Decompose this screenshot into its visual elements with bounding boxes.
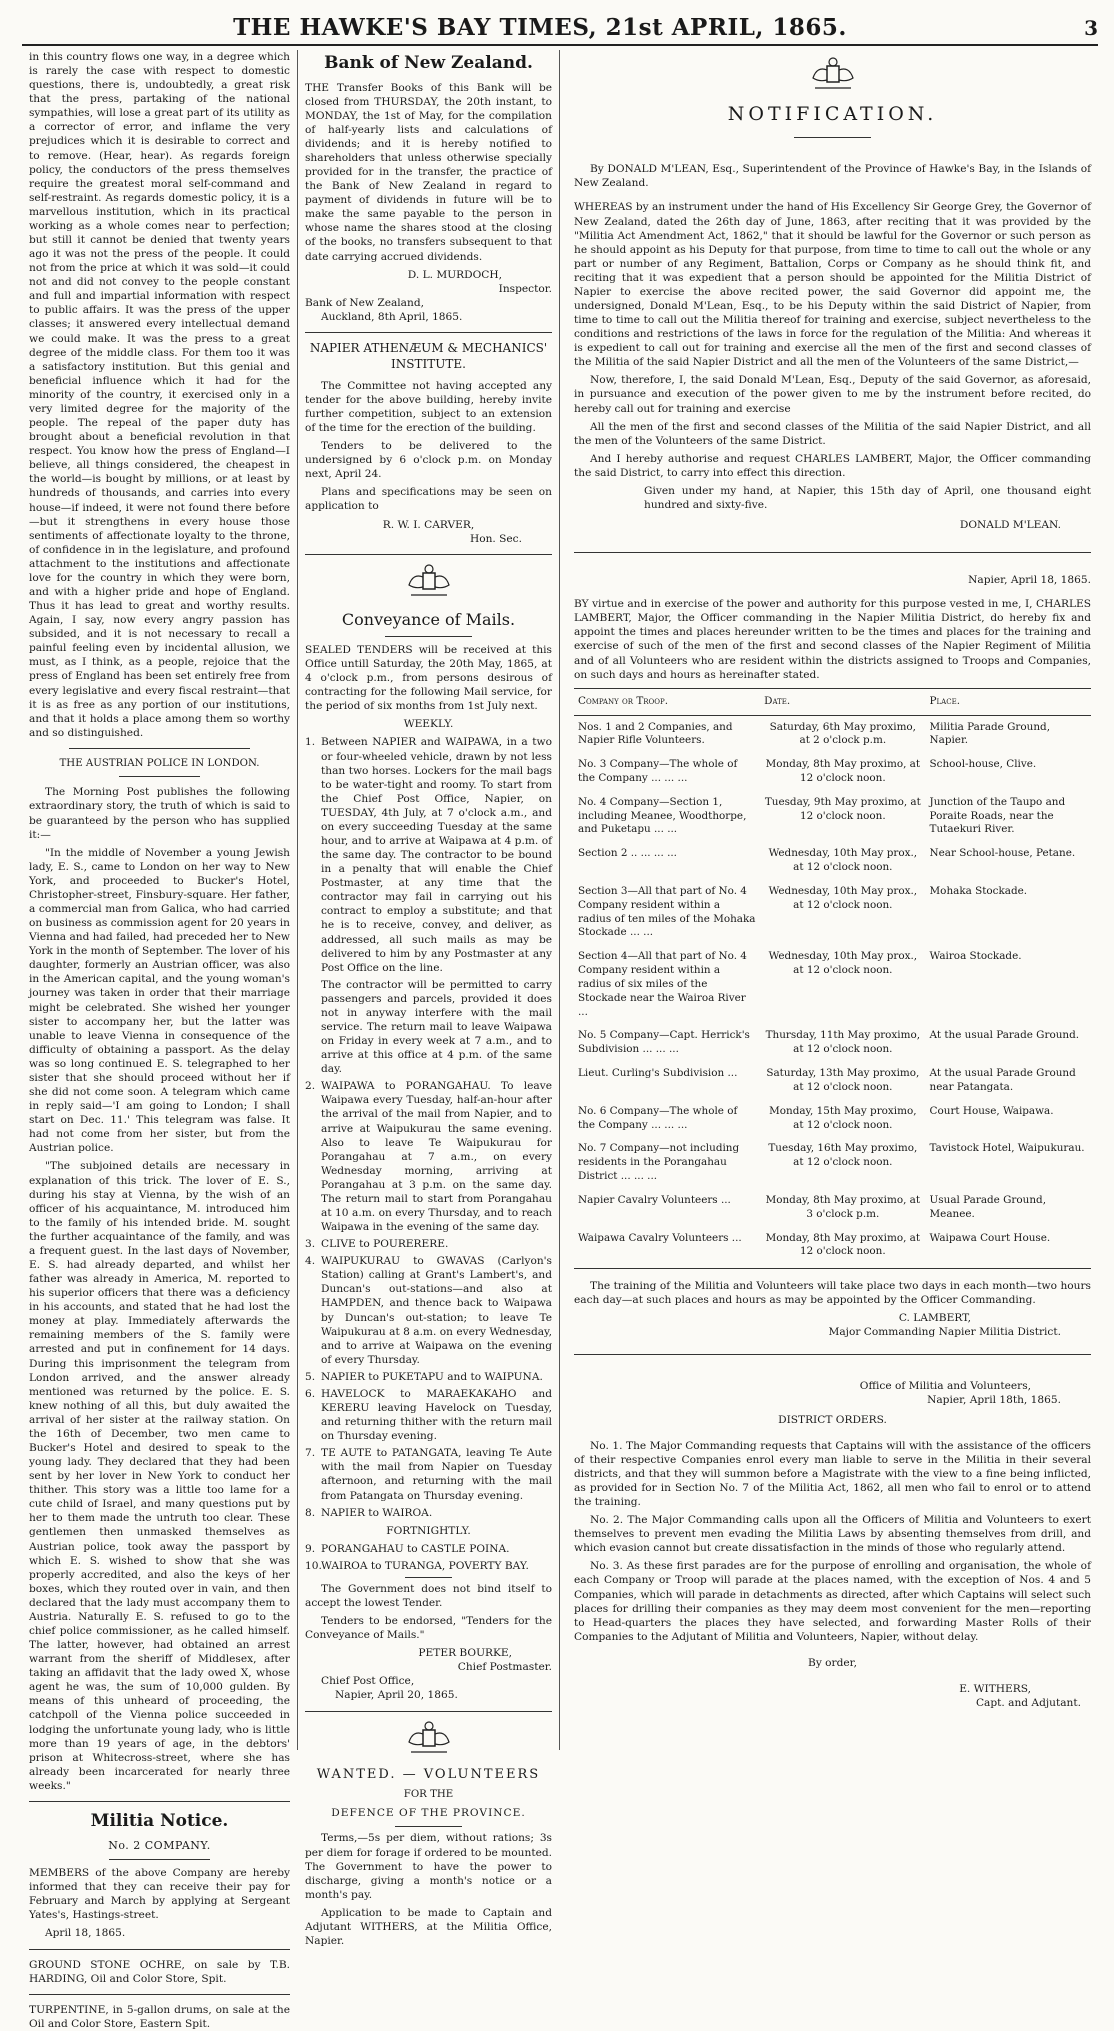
cell-place: Tavistock Hotel, Waipukurau. [929, 1142, 1085, 1155]
list-item-text: WAIPUKURAU to GWAVAS (Carlyon's Station) calling at Grant's Lambert's, and Duncan's out-stations—and also at HAMPDEN, and thence back to Waipawa by Duncan's out-station; to leave Te Waipukurau at 8 a.m. on every Wednesday, and to arrive at Waipawa on the evening of every Thursday. [321, 1255, 552, 1366]
district-order-2: No. 2. The Major Commanding calls upon all the Officers of Militia and Volunteers to exert themselves to prevent men evading the Militia Laws by absenting themselves from drill, and which evasion cannot but create dissatisfaction in the minds of those who regularly attend. [574, 1514, 1091, 1555]
wanted-for: FOR THE [403, 1788, 454, 1800]
list-item [305, 1079, 552, 1234]
cell-place: Usual Parade Ground, Meanee. [929, 1193, 1046, 1220]
page-number: 3 [1084, 16, 1098, 40]
list-item [305, 1370, 552, 1384]
training-note: The training of the Militia and Volunteers will take place two days in each month—two hours each day—at such places and hours as may be appointed by the Officer Commanding. [574, 1280, 1091, 1307]
divider [574, 1354, 1091, 1355]
list-item-number: 8. [305, 1506, 316, 1519]
press-article-text: in this country flows one way, in a degree which is rarely the case with respect to domestic questions, there is, undoubtedly, a great risk that the press, partaking of the national sympathies, will lose a great part of its utility as a corrector of error, and inflame the very prejudices which it is desirable to correct and to remove. (Hear, hear). As regards foreign policy, the conductors of the press themselves require the greatest moral self-command and self-restraint. As regards domestic policy, it is a marvellous institution, which in its practical working as a whole comes near to perfection; but still it cannot be denied that twenty years ago it was not the press of the people. It could not from the price at which it was sold—it could not and did not convey to the people constant and full and impartial information with respect to public affairs. It was the press of the upper classes; it answered every intellectual demand we could make. It was the press to a great degree of the middle class. For them too it was a satisfactory institution. But this genial and beneficial influence which it had for the minority of the country, it exercised only in a very limited degree for the majority of the people. The repeal of the paper duty has brought about a beneficial revolution in that respect. You know how the press of England—I believe, all things considered, the cheapest in the world—is bought by millions, or at least by hundreds of thousands, and carries into every house—if indeed, it were not found there before—but it strengthens in every house those sentiments of affectionate loyalty to the throne, of confidence in in the legislature, and profound attachment to the institutions and affectionate love for the country in which they were born, and with a higher pride and hope of England. Thus it has lead to great and worthy results. Again, I say, now every angry passion has subsided, and it is not necessary to recall a painful feeling even by incidental allusion, we must, as I think, as a people, rejoice that the press of England has been set entirely free from every legislative and every fiscal restraint—that it is as free as any portion of our institutions, and that it holds a place among them so worthy and so distinguished. [29, 51, 290, 739]
office-line: Office of Militia and Volunteers, [859, 1379, 1031, 1392]
list-item-number: 1. [305, 736, 316, 749]
list-item-number: 7. [305, 1447, 316, 1460]
austrian-paragraph: "The subjoined details are necessary in explanation of this trick. The lover of E. S., during his stay at Vienna, by the wish of an officer of his acquaintance, M. introduced him to the family of his intended bride. M. sought the further acquaintance of the family, and was a frequent guest. In the last days of November, E. S. had already departed, and whilst her father was already in America, M. reported to his superior officers that there was a deficiency in his accounts, and stated that he had lost the money at play. Immediately afterwards the remaining members of the S. family were arrested and put in confinement for 14 days. During this imprisonment the telegram from London arrived, and the answer already mentioned was returned by the police. E. S. knew nothing of all this, but duly awaited the arrival of her sister at the railway station. On the 16th of December, two men came to Bucker's Hotel and desired to speak to the young lady. They declared that they had been sent by her lover in New York to conduct her thither. This story was a little too lame for a cute child of Israel, and many questions put by her to them made the untruth too clear. These gentlemen then unmasked themselves as Austrian police, took away the passport by which E. S. wished to show that she was properly accredited, and also the keys of her boxes, which they routed over in vain, and then declared that the lady must accompany them to Austria. Naturally E. S. refused to go to the chief police commissioner, as he called himself. The latter, however, had obtained an arrest warrant from the sheriff of Middlesex, after taking an affidavit that the lady owed X, whose agent he was, the sum of 10,000 gulden. By means of this unheard of proceeding, the catchpoll of the Vienna police succeeded in lodging the unfortunate young lady, who is little more than 19 years of age, in the debtors' prison at Whitecross-street, where she has already been incarcerated for nearly three weeks." [29, 1160, 290, 1792]
cell-company: Section 4—All that part of No. 4 Company resident within a radius of six miles of the Stockade near the Wairoa River ... [578, 950, 747, 1018]
mails-endorse-note: Tenders to be endorsed, "Tenders for the Conveyance of Mails." [305, 1615, 552, 1642]
divider [794, 137, 871, 138]
bank-date: Auckland, 8th April, 1865. [321, 310, 463, 323]
table-row [574, 1227, 1091, 1265]
cell-date: Saturday, 13th May proximo, at 12 o'clock noon. [766, 1067, 920, 1093]
athenaeum-text: Plans and specifications may be seen on application to [305, 486, 552, 513]
column-2 [298, 50, 560, 1947]
athenaeum-signature-role: Hon. Sec. [469, 532, 522, 545]
athenaeum-heading: NAPIER ATHENÆUM & MECHANICS' INSTITUTE. [309, 340, 548, 371]
cell-date: Tuesday, 16th May proximo, at 12 o'clock noon. [768, 1142, 918, 1169]
list-item-number: 10. [305, 1559, 322, 1572]
fortnightly-items-list [305, 1542, 552, 1573]
mails-signature-role: Chief Postmaster. [457, 1661, 552, 1674]
cell-company: No. 3 Company—The whole of the Company ... ... ... [578, 758, 738, 784]
training-schedule-table [574, 688, 1091, 1265]
cell-date: Monday, 8th May proximo, at 12 o'clock noon. [765, 1231, 921, 1258]
cell-company: Napier Cavalry Volunteers ... [578, 1193, 731, 1206]
list-item-number: 9. [305, 1542, 316, 1555]
withers-signature: E. WITHERS, [959, 1682, 1031, 1695]
list-item-text: TE AUTE to PATANGATA, leaving Te Aute with the mail from Napier on Tuesday afternoon, and returning with the mail from Patangata on Thursday evening. [321, 1447, 552, 1502]
austrian-police-heading: THE AUSTRIAN POLICE IN LONDON. [59, 757, 260, 769]
column-1 [22, 50, 298, 2030]
divider [109, 1859, 210, 1860]
cell-company: No. 4 Company—Section 1, including Meanee, Woodthorpe, and Puketapu ... ... [578, 795, 747, 836]
list-item-text: WAIROA to TURANGA, POVERTY BAY. [321, 1559, 529, 1572]
list-item-number: 4. [305, 1255, 316, 1268]
given-paragraph: Given under my hand, at Napier, this 15th day of April, one thousand eight hundred and sixty-five. [644, 484, 1091, 511]
athenaeum-text: The Committee not having accepted any tender for the above building, hereby invite further competition, subject to an extension of the time for the erection of the building. [305, 379, 552, 435]
royal-crest-icon [574, 56, 1091, 96]
office-date: Napier, April 18th, 1865. [927, 1393, 1061, 1406]
cell-date: Monday, 8th May proximo, at 3 o'clock p.m. [765, 1193, 921, 1220]
divider [305, 554, 552, 555]
list-item-text: WAIPAWA to PORANGAHAU. To leave Waipawa every Tuesday, half-an-hour after the arrival of the mail from Napier, and to arrive at Waipukurau the same evening. Also to leave Te Waipukurau for Porangahau at 7 a.m., on every Wednesday morning, arriving at Porangahau at 3 p.m. on the same day. The return mail to start from Porangahau at 10 a.m. on every Thursday, and to reach Waipawa in the evening of the same day. [321, 1080, 552, 1234]
cell-date: Monday, 8th May proximo, at 12 o'clock noon. [765, 758, 921, 784]
militia-notice-heading: Militia Notice. [90, 1810, 229, 1831]
mails-government-note: The Government does not bind itself to accept the lowest Tender. [305, 1582, 552, 1609]
cell-place: Court House, Waipawa. [929, 1104, 1054, 1117]
ochre-advert: GROUND STONE OCHRE, on sale by T.B. HARDING, Oil and Color Store, Spit. [29, 1958, 290, 1985]
cell-company: Waipawa Cavalry Volunteers ... [578, 1231, 742, 1244]
bank-signature-role: Inspector. [498, 282, 552, 295]
list-item-text: CLIVE to POURERERE. [321, 1238, 449, 1251]
list-item [305, 1559, 552, 1573]
table-header-row [574, 688, 1091, 715]
list-item-number: 6. [305, 1387, 316, 1400]
mails-intro: SEALED TENDERS will be received at this Office untill Saturday, the 20th May, 1865, at 4 o'clock p.m., from persons desirous of contracting for the following Mail service, for the period of six months from 1st July next. [305, 643, 552, 713]
list-item-text: HAVELOCK to MARAEKAKAHO and KERERU leaving Havelock on Tuesday, and returning thither with the return mail on Thursday evening. [321, 1387, 552, 1443]
table-row [574, 1024, 1091, 1062]
list-item [305, 1542, 552, 1556]
lambert-role: Major Commanding Napier Militia District. [828, 1326, 1061, 1339]
district-order-1: No. 1. The Major Commanding requests that Captains will with the assistance of the officers of their respective Companies enrol every man liable to serve in the Militia in their several districts, and that they will summon before a Magistrate with the view to a fine being inflicted, as provided for in Section No. 7 of the Militia Act, 1862, all men who fail to enrol or to attend the training. [574, 1439, 1091, 1509]
table-row [574, 715, 1091, 753]
table-row [574, 1100, 1091, 1138]
list-item-text: NAPIER to WAIROA. [321, 1506, 433, 1519]
list-item-number: 5. [305, 1370, 316, 1383]
napier-date: Napier, April 18, 1865. [968, 574, 1091, 587]
table-row [574, 791, 1091, 842]
all-the-men-paragraph: All the men of the first and second classes of the Militia of the said Napier District, and all the men of the Volunteers of the same District. [574, 420, 1091, 447]
mails-date: Napier, April 20, 1865. [335, 1689, 458, 1702]
cell-place: Near School-house, Petane. [929, 847, 1076, 860]
district-order-3: No. 3. As these first parades are for the purpose of enrolling and organisation, the whole of each Company or Troop will parade at the places named, with the exception of Nos. 4 and 5 Companies, which will parade in detachments as directed, after which Captains will select such places for drilling their companies as they may deem most convenient for the men—reporting to Head-quarters the places they have selected, and forwarding Master Rolls of their Companies to the Adjutant of Militia and Volunteers, Napier, without delay. [574, 1560, 1091, 1643]
withers-role: Capt. and Adjutant. [975, 1696, 1081, 1709]
wanted-apply: Application to be made to Captain and Adjutant WITHERS, at the Militia Office, Napier. [305, 1906, 552, 1947]
athenaeum-text: Tenders to be delivered to the undersigned by 6 o'clock p.m. on Monday next, April 24. [305, 440, 552, 481]
cell-place: Wairoa Stockade. [929, 950, 1022, 963]
royal-crest-icon [305, 563, 552, 603]
cell-company: No. 6 Company—The whole of the Company ... ... ... [578, 1104, 738, 1131]
divider [574, 552, 1091, 553]
table-row [574, 1062, 1091, 1100]
cell-place: Militia Parade Ground, Napier. [929, 720, 1050, 747]
table-row [574, 880, 1091, 945]
list-item-number: 3. [305, 1238, 316, 1251]
column-header-place: Place. [926, 688, 1091, 715]
militia-company-subheading: No. 2 COMPANY. [108, 1838, 211, 1852]
bank-signature: D. L. MURDOCH, [407, 268, 502, 281]
masthead-title: THE HAWKE'S BAY TIMES, 21st APRIL, 1865. [233, 14, 847, 41]
list-item [305, 1237, 552, 1251]
list-item-text: PORANGAHAU to CASTLE POINA. [321, 1542, 510, 1555]
masthead [22, 14, 1098, 46]
divider [29, 1801, 290, 1802]
list-item [305, 1387, 552, 1443]
bank-notice-text: THE Transfer Books of this Bank will be closed from THURSDAY, the 20th instant, to MONDAY, the 1st of May, for the compilation of half-yearly lists and calculations of dividends; and it is hereby notified to shareholders that unless otherwise specially provided for in the transfer, the practice of the Bank of New Zealand in regard to payment of dividends in future will be to make the same payable to the person in whose name the shares stood at the closing of the books, no transfers subsequent to that date carrying accrued dividends. [305, 81, 552, 263]
fortnightly-heading: FORTNIGHTLY. [386, 1524, 471, 1537]
bank-place: Bank of New Zealand, [305, 296, 424, 309]
mails-signature: PETER BOURKE, [418, 1647, 512, 1660]
column-header-date: Date. [760, 688, 925, 715]
bank-heading: Bank of New Zealand. [324, 53, 533, 73]
list-item-text: The contractor will be permitted to carry passengers and parcels, provided it does not in anyway interfere with the mail service. The return mail to leave Waipawa on Friday in every week at 7 a.m., and to arrive at this office at 4 p.m. of the same day. [321, 978, 552, 1076]
table-row [574, 753, 1091, 791]
cell-place: Waipawa Court House. [929, 1231, 1051, 1244]
list-item-number: 2. [305, 1080, 316, 1093]
divider [385, 636, 472, 637]
divider [29, 1949, 290, 1950]
royal-crest-icon [305, 1720, 552, 1760]
cell-company: Section 3—All that part of No. 4 Company resident within a radius of ten miles of the Mohaka Stockade ... ... [578, 884, 756, 939]
cell-date: Tuesday, 9th May proximo, at 12 o'clock noon. [764, 795, 921, 822]
list-item [305, 1446, 552, 1502]
militia-notice-text: MEMBERS of the above Company are hereby informed that they can receive their pay for February and March by applying at Sergeant Yates's, Hastings-street. [29, 1867, 290, 1922]
militia-notice-date: April 18, 1865. [45, 1927, 126, 1940]
mails-place: Chief Post Office, [321, 1675, 415, 1688]
austrian-paragraph: The Morning Post publishes the following extraordinary story, the truth of which is said to be guaranteed by the person who has supplied it:— [29, 786, 290, 841]
divider [395, 1826, 462, 1827]
cell-date: Wednesday, 10th May prox., at 12 o'clock noon. [768, 847, 918, 874]
athenaeum-signature: R. W. I. CARVER, [382, 518, 475, 531]
divider [405, 1577, 452, 1578]
table-row [574, 1137, 1091, 1188]
cell-date: Saturday, 6th May proximo, at 2 o'clock p.m. [769, 720, 916, 747]
list-item [305, 735, 552, 974]
divider [69, 748, 250, 749]
and-i-paragraph: And I hereby authorise and request CHARLES LAMBERT, Major, the Officer commanding the said District, to carry into effect this direction. [574, 452, 1091, 479]
cell-company: Lieut. Curling's Subdivision ... [578, 1067, 738, 1080]
cell-place: Junction of the Taupo and Poraite Roads, near the Tutaekuri River. [929, 795, 1066, 836]
wanted-defence: DEFENCE OF THE PROVINCE. [331, 1807, 526, 1820]
divider [29, 1994, 290, 1995]
cell-company: Section 2 .. ... ... ... [578, 847, 677, 860]
mail-items-list [305, 735, 552, 1519]
mails-heading: Conveyance of Mails. [341, 609, 516, 629]
by-virtue-paragraph: BY virtue and in exercise of the power and authority for this purpose vested in me, I, CHARLES LAMBERT, Major, the Officer commanding in the Napier Militia District, do hereby fix and appoint the times and places hereunder written to be the times and places for the training and exercise of such of the men of the first and second classes of the Napier Regiment of Militia and of all Volunteers who are resident within the districts assigned to Troops and Companies, on such days and hours as hereinafter stated. [574, 598, 1091, 681]
column-header-company: Company or Troop. [574, 688, 760, 715]
cell-place: At the usual Parade Ground. [929, 1029, 1080, 1042]
list-item-number [305, 978, 321, 1077]
now-therefore-paragraph: Now, therefore, I, the said Donald M'Lean, Esq., Deputy of the said Governor, as aforesaid, in pursuance and execution of the power given to me by the instrument before recited, do hereby call out for training and exercise [574, 374, 1091, 415]
table-row [574, 945, 1091, 1024]
cell-date: Monday, 15th May proximo, at 12 o'clock noon. [769, 1104, 917, 1131]
list-item [305, 1254, 552, 1367]
list-item [305, 978, 552, 1077]
cell-place: School-house, Clive. [929, 758, 1037, 771]
whereas-paragraph: WHEREAS by an instrument under the hand of His Excellency Sir George Grey, the Governor of New Zealand, dated the 26th day of June, 1863, after reciting that it was provided by the "Militia Act Amendment Act, 1862," that it should be lawful for the Governor or such person as he should appoint as his Deputy for that purpose, from time to time to call out the whole or any part or number of any Regiment, Battalion, Corps or Company as he should think fit, and reciting that it was expedient that a person should be appointed for the Militia District of Napier to exercise the above recited power, the said Governor did appoint me, the undersigned, Donald M'Lean, Esq., to be his Deputy within the said District of Napier, from time to time to call out the Militia thereof for training and exercise, subject nevertheless to the conditions and restrictions of the laws in force for the regulation of the Militia: And whereas it is expedient to call out for training and exercise all the men of the first and second classes of the Militia of the said Napier District and all the men of the Volunteers of the same District,— [574, 201, 1091, 369]
cell-company: Nos. 1 and 2 Companies, and Napier Rifle Volunteers. [578, 720, 733, 747]
table-row [574, 842, 1091, 880]
divider [305, 1711, 552, 1712]
turpentine-advert: TURPENTINE, in 5-gallon drums, on sale at the Oil and Color Store, Eastern Spit. [29, 2003, 290, 2030]
wanted-heading: WANTED. — VOLUNTEERS [316, 1766, 541, 1782]
mclean-signature: DONALD M'LEAN. [959, 519, 1061, 532]
list-item-text: NAPIER to PUKETAPU and to WAIPUNA. [321, 1370, 543, 1383]
wanted-terms: Terms,—5s per diem, without rations; 3s per diem for forage if ordered to be mounted. The Government to have the power to discharge, giving a month's notice or a month's pay. [305, 1832, 552, 1901]
column-3 [560, 50, 1098, 1750]
cell-date: Thursday, 11th May proximo, at 12 o'clock noon. [765, 1029, 921, 1056]
austrian-paragraph: "In the middle of November a young Jewish lady, E. S., came to London on her way to New York, and proceeded to Bucker's Hotel, Christopher-street, Finsbury-square. Her father, a commercial man from Galica, who had carried on business as commission agent for 20 years in Vienna and had failed, had preceded her to New York in the month of September. The lover of his daughter, formerly an Austrian officer, was also in the American capital, and the young woman's journey was taken in order that their marriage might be celebrated. She wished her younger sister to accompany her, but the latter was unable to leave Vienna in consequence of the difficulty of obtaining a passport. As the delay was so long continued E. S. telegraphed to her sister that she should proceed without her if she did not come soon. A telegram which came in reply said—'I am going to London; I shall start on Dec. 11.' This telegram was false. It had not come from her sister, but from the Austrian police. [29, 846, 290, 1155]
cell-date: Wednesday, 10th May prox., at 12 o'clock noon. [768, 950, 918, 977]
district-orders-heading: DISTRICT ORDERS. [778, 1413, 887, 1426]
cell-company: No. 5 Company—Capt. Herrick's Subdivision ... ... ... [578, 1029, 750, 1056]
cell-place: At the usual Parade Ground near Patangata. [929, 1067, 1076, 1093]
list-item-text: Between NAPIER and WAIPAWA, in a two or four-wheeled vehicle, drawn by not less than two horses. Lockers for the mail bags to be water-tight and roomy. To start from the Chief Post Office, Napier, on TUESDAY, 4th July, at 7 o'clock a.m., and on every succeeding Tuesday at the same hour, and to arrive at Waipawa at 4 p.m. of the same day. The contractor to be bound in a penalty that will enable the Chief Postmaster, at any time that the contractor may fail in carrying out his contract to employ a substitute; and that he is to receive, convey, and deliver, as addressed, all such mails as may be delivered to him by any Postmaster at any Post Office on the line. [321, 736, 552, 974]
divider [574, 1268, 1091, 1269]
divider [305, 332, 552, 333]
cell-company: No. 7 Company—not including residents in the Porangahau District ... ... ... [578, 1142, 740, 1183]
notification-by-line: By DONALD M'LEAN, Esq., Superintendent of the Province of Hawke's Bay, in the Islands of New Zealand. [574, 163, 1091, 190]
cell-date: Wednesday, 10th May prox., at 12 o'clock noon. [768, 884, 918, 911]
weekly-heading: WEEKLY. [403, 718, 454, 731]
lambert-signature: C. LAMBERT, [898, 1312, 971, 1325]
table-row [574, 1189, 1091, 1227]
by-order: By order, [808, 1656, 857, 1669]
divider [119, 776, 200, 777]
notification-title: NOTIFICATION. [727, 103, 938, 125]
cell-place: Mohaka Stockade. [929, 884, 1028, 897]
list-item [305, 1506, 552, 1520]
